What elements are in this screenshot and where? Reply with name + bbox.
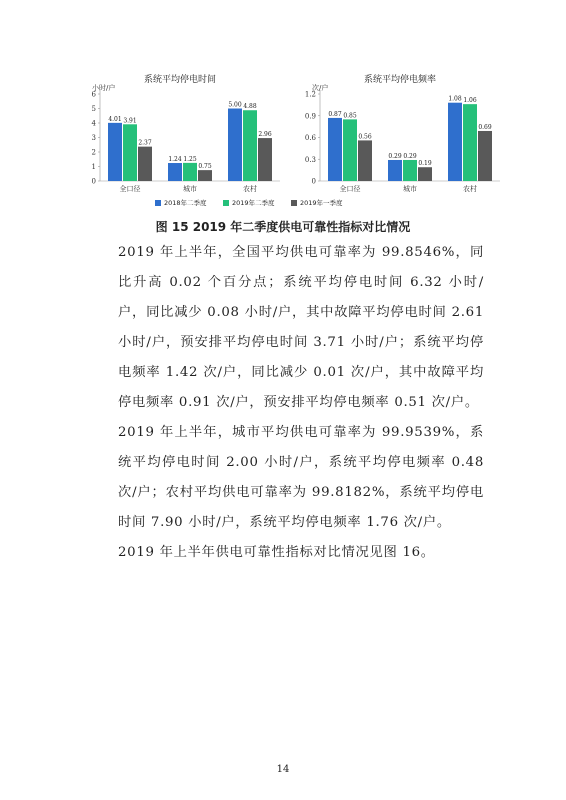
y-tick-label: 0 <box>311 177 316 186</box>
legend-swatch <box>291 200 297 206</box>
bar-value-label: 0.29 <box>403 152 417 160</box>
chart-legend <box>155 198 455 210</box>
x-category-label: 农村 <box>463 185 477 193</box>
chart-outage-frequency <box>290 66 510 216</box>
legend-item <box>223 198 275 207</box>
y-tick-label: 4 <box>91 119 96 128</box>
legend-item <box>155 198 207 207</box>
bar <box>168 163 182 181</box>
legend-label: 2018年二季度 <box>164 199 207 207</box>
y-tick-label: 0.6 <box>304 134 316 142</box>
y-tick-label: 2 <box>91 148 96 157</box>
bar-value-label: 3.91 <box>123 117 137 125</box>
bar-value-label: 1.08 <box>448 95 462 103</box>
bar <box>388 160 402 181</box>
paragraph-2 <box>118 418 484 538</box>
chart-title: 系统平均停电频率 <box>363 75 436 85</box>
paragraph-3 <box>118 538 484 568</box>
bar-value-label: 5.00 <box>228 101 242 109</box>
bar-value-label: 1.24 <box>168 156 182 164</box>
paragraph-text: 2019 年上半年，城市平均供电可靠率为 99.9539%，系统平均停电时间 2.00 小时/户，系统平均停电频率 0.48 次/户；农村平均供电可靠率为 99.8182%，系统平均停电时间 7.90 小时/户，系统平均停电频率 1.76 次/户。 <box>118 425 484 530</box>
bar-value-label: 2.96 <box>258 131 272 139</box>
bar-value-label: 4.88 <box>243 103 257 111</box>
legend-label: 2019年二季度 <box>232 199 275 207</box>
paragraph-text: 2019 年上半年，全国平均供电可靠率为 99.8546%，同比升高 0.02 个百分点；系统平均停电时间 6.32 小时/户，同比减少 0.08 小时/户，其中故障平均停电时间 2.61 小时/户，预安排平均停电时间 3.71 小时/户；系统平均停电频率 1.42 次/户，同比减少 0.01 次/户，其中故障平均停电频率 0.91 次/户，预安排平均停电频率 0.51 次/户。 <box>118 245 484 410</box>
legend-swatch <box>223 200 229 206</box>
bar <box>228 109 242 182</box>
bar-value-label: 4.01 <box>108 115 122 123</box>
paragraph-1 <box>118 238 484 418</box>
bar-value-label: 1.06 <box>463 97 477 105</box>
bar <box>328 118 342 181</box>
bar-value-label: 0.75 <box>198 163 212 171</box>
x-category-label: 农村 <box>243 185 257 193</box>
y-axis-label: 小时/户 <box>92 84 116 92</box>
bar <box>123 124 137 181</box>
y-tick-label: 5 <box>91 105 96 113</box>
bar <box>358 140 372 181</box>
bar-value-label: 0.69 <box>478 123 492 131</box>
bar <box>108 123 122 181</box>
bar <box>343 119 357 181</box>
y-tick-label: 0 <box>91 177 96 186</box>
x-category-label: 城市 <box>183 185 197 193</box>
bar-value-label: 0.56 <box>358 133 372 141</box>
bar-value-label: 0.87 <box>328 110 342 118</box>
x-category-label: 全口径 <box>119 185 141 193</box>
y-tick-label: 0.3 <box>304 155 316 164</box>
bar-value-label: 0.85 <box>343 112 357 120</box>
bar <box>258 138 272 181</box>
bar <box>463 104 477 181</box>
bar-value-label: 0.29 <box>388 152 402 160</box>
bar <box>478 131 492 181</box>
y-tick-label: 6 <box>91 90 96 99</box>
chart-title: 系统平均停电时间 <box>143 75 216 85</box>
bar-value-label: 0.19 <box>418 160 432 168</box>
y-tick-label: 1 <box>91 163 96 171</box>
y-axis-label: 次/户 <box>312 84 329 92</box>
bar <box>183 163 197 181</box>
chart-svg <box>290 66 510 216</box>
x-category-label: 城市 <box>403 185 417 193</box>
page-number: 14 <box>276 764 290 775</box>
chart-svg <box>70 66 290 216</box>
chart-outage-duration <box>70 66 290 216</box>
bar <box>243 110 257 181</box>
y-tick-label: 3 <box>91 134 96 142</box>
legend-swatch <box>155 200 161 206</box>
x-category-label: 全口径 <box>339 185 361 193</box>
y-tick-label: 1.2 <box>304 90 316 99</box>
legend-label: 2019年一季度 <box>300 199 343 207</box>
bar <box>198 170 212 181</box>
bar <box>138 147 152 181</box>
bar <box>448 103 462 181</box>
legend-item <box>291 198 343 207</box>
y-tick-label: 0.9 <box>304 112 316 121</box>
bar-value-label: 2.37 <box>138 139 152 147</box>
bar <box>403 160 417 181</box>
bar <box>418 167 432 181</box>
figure-15-charts <box>70 66 510 216</box>
paragraph-text: 2019 年上半年供电可靠性指标对比情况见图 16。 <box>118 545 435 560</box>
figure-caption: 图 15 2019 年二季度供电可靠性指标对比情况 <box>155 220 411 234</box>
bar-value-label: 1.25 <box>183 155 197 163</box>
